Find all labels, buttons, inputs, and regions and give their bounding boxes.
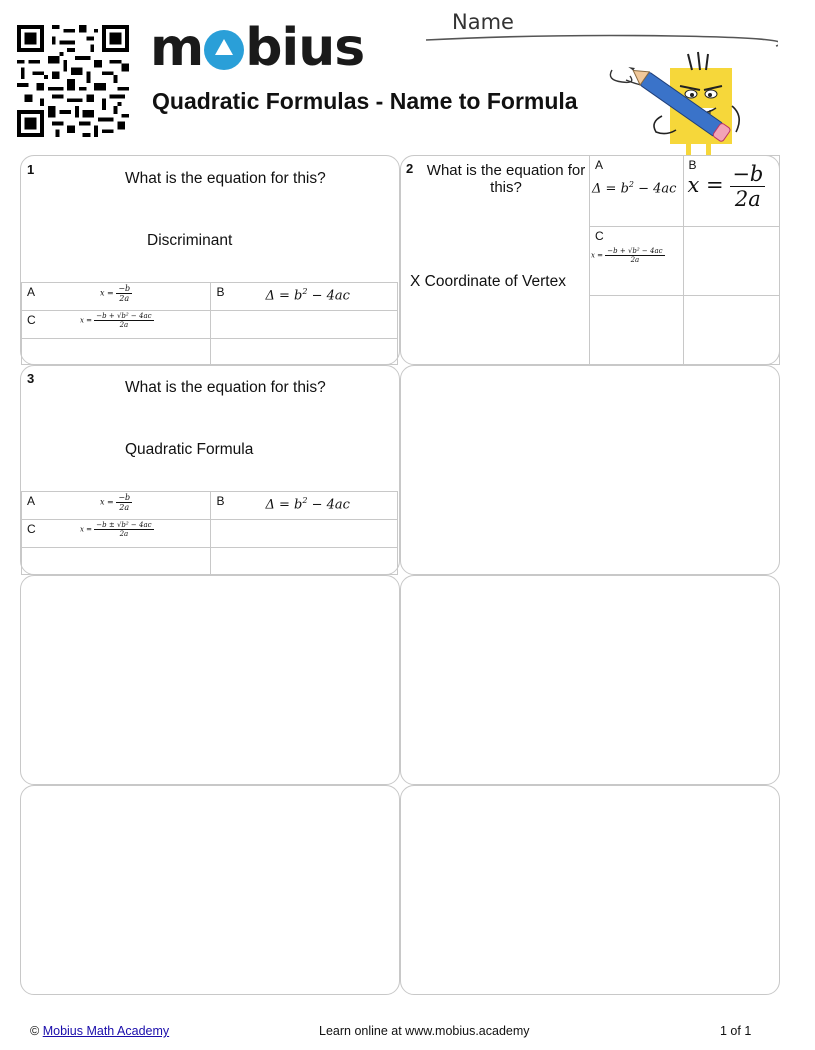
footer-center-text: Learn online at www.mobius.academy	[319, 1024, 530, 1038]
question-card-1	[20, 155, 400, 365]
option-label: C	[27, 313, 36, 327]
qr-code	[17, 25, 129, 137]
option-label: B	[216, 494, 225, 508]
empty-card	[400, 575, 780, 785]
empty-card	[20, 785, 400, 995]
copyright-symbol: ©	[30, 1024, 40, 1038]
option-label: C	[27, 522, 36, 536]
question-number: 1	[27, 162, 35, 177]
pencil-mascot-icon	[606, 46, 746, 158]
option-empty	[22, 339, 211, 365]
option-empty	[211, 548, 398, 575]
question-term: Quadratic Formula	[125, 441, 254, 458]
option-label: A	[595, 158, 604, 172]
question-card-3	[20, 365, 400, 575]
option-label: B	[216, 285, 225, 299]
option-formula: $\Delta = b^2 - 4ac$	[592, 180, 677, 197]
option-a[interactable]	[590, 156, 684, 227]
option-empty	[683, 227, 780, 296]
question-number: 3	[27, 371, 35, 386]
options-table	[589, 155, 780, 365]
option-c[interactable]	[590, 227, 684, 296]
option-formula: $\Delta = b^2 - 4ac$	[265, 496, 350, 513]
option-formula: $\Delta = b^2 - 4ac$	[265, 287, 350, 304]
page-number: 1 of 1	[720, 1024, 752, 1038]
option-formula: x = $\frac{-b}{2a}$	[687, 162, 764, 211]
options-table	[21, 491, 398, 575]
empty-card	[20, 575, 400, 785]
option-empty	[211, 311, 398, 339]
footer-copyright	[30, 1024, 169, 1038]
question-prompt: What is the equation for this?	[125, 170, 326, 187]
option-b[interactable]	[211, 492, 398, 520]
question-prompt: What is the equation for this?	[426, 162, 586, 196]
option-a[interactable]	[22, 283, 211, 311]
option-label: A	[27, 285, 36, 299]
option-formula: x = $\frac{-b}{2a}$	[100, 493, 131, 512]
option-formula: x = $\frac{-b}{2a}$	[100, 284, 131, 303]
option-label: A	[27, 494, 36, 508]
option-label: C	[595, 229, 604, 243]
option-empty	[211, 339, 398, 365]
option-empty	[211, 520, 398, 548]
question-term: X Coordinate of Vertex	[410, 273, 566, 290]
option-empty	[22, 548, 211, 575]
mobius-logo: m bius	[150, 18, 365, 78]
option-b[interactable]	[211, 283, 398, 311]
option-formula: x = $\frac{\text{−b ± √b² − 4ac}}{2a}$	[80, 521, 152, 538]
option-c[interactable]	[22, 311, 211, 339]
options-table	[21, 282, 398, 365]
name-label: Name	[452, 10, 514, 34]
logo-o-icon	[204, 30, 244, 70]
empty-card	[400, 785, 780, 995]
option-c[interactable]	[22, 520, 211, 548]
empty-card	[400, 365, 780, 575]
option-empty	[590, 296, 684, 365]
question-term: Discriminant	[147, 232, 233, 249]
page-title: Quadratic Formulas - Name to Formula	[152, 88, 578, 114]
option-formula: x = $\frac{\text{−b + √b² − 4ac}}{2a}$	[591, 247, 663, 264]
option-empty	[683, 296, 780, 365]
option-formula: x = $\frac{\text{−b + √b² − 4ac}}{2a}$	[80, 312, 152, 329]
question-card-2	[400, 155, 780, 365]
mobius-academy-link[interactable]: Mobius Math Academy	[42, 1024, 170, 1038]
option-a[interactable]	[22, 492, 211, 520]
option-label: B	[688, 158, 697, 172]
option-b[interactable]	[683, 156, 780, 227]
question-number: 2	[406, 161, 414, 176]
question-prompt: What is the equation for this?	[125, 379, 326, 396]
